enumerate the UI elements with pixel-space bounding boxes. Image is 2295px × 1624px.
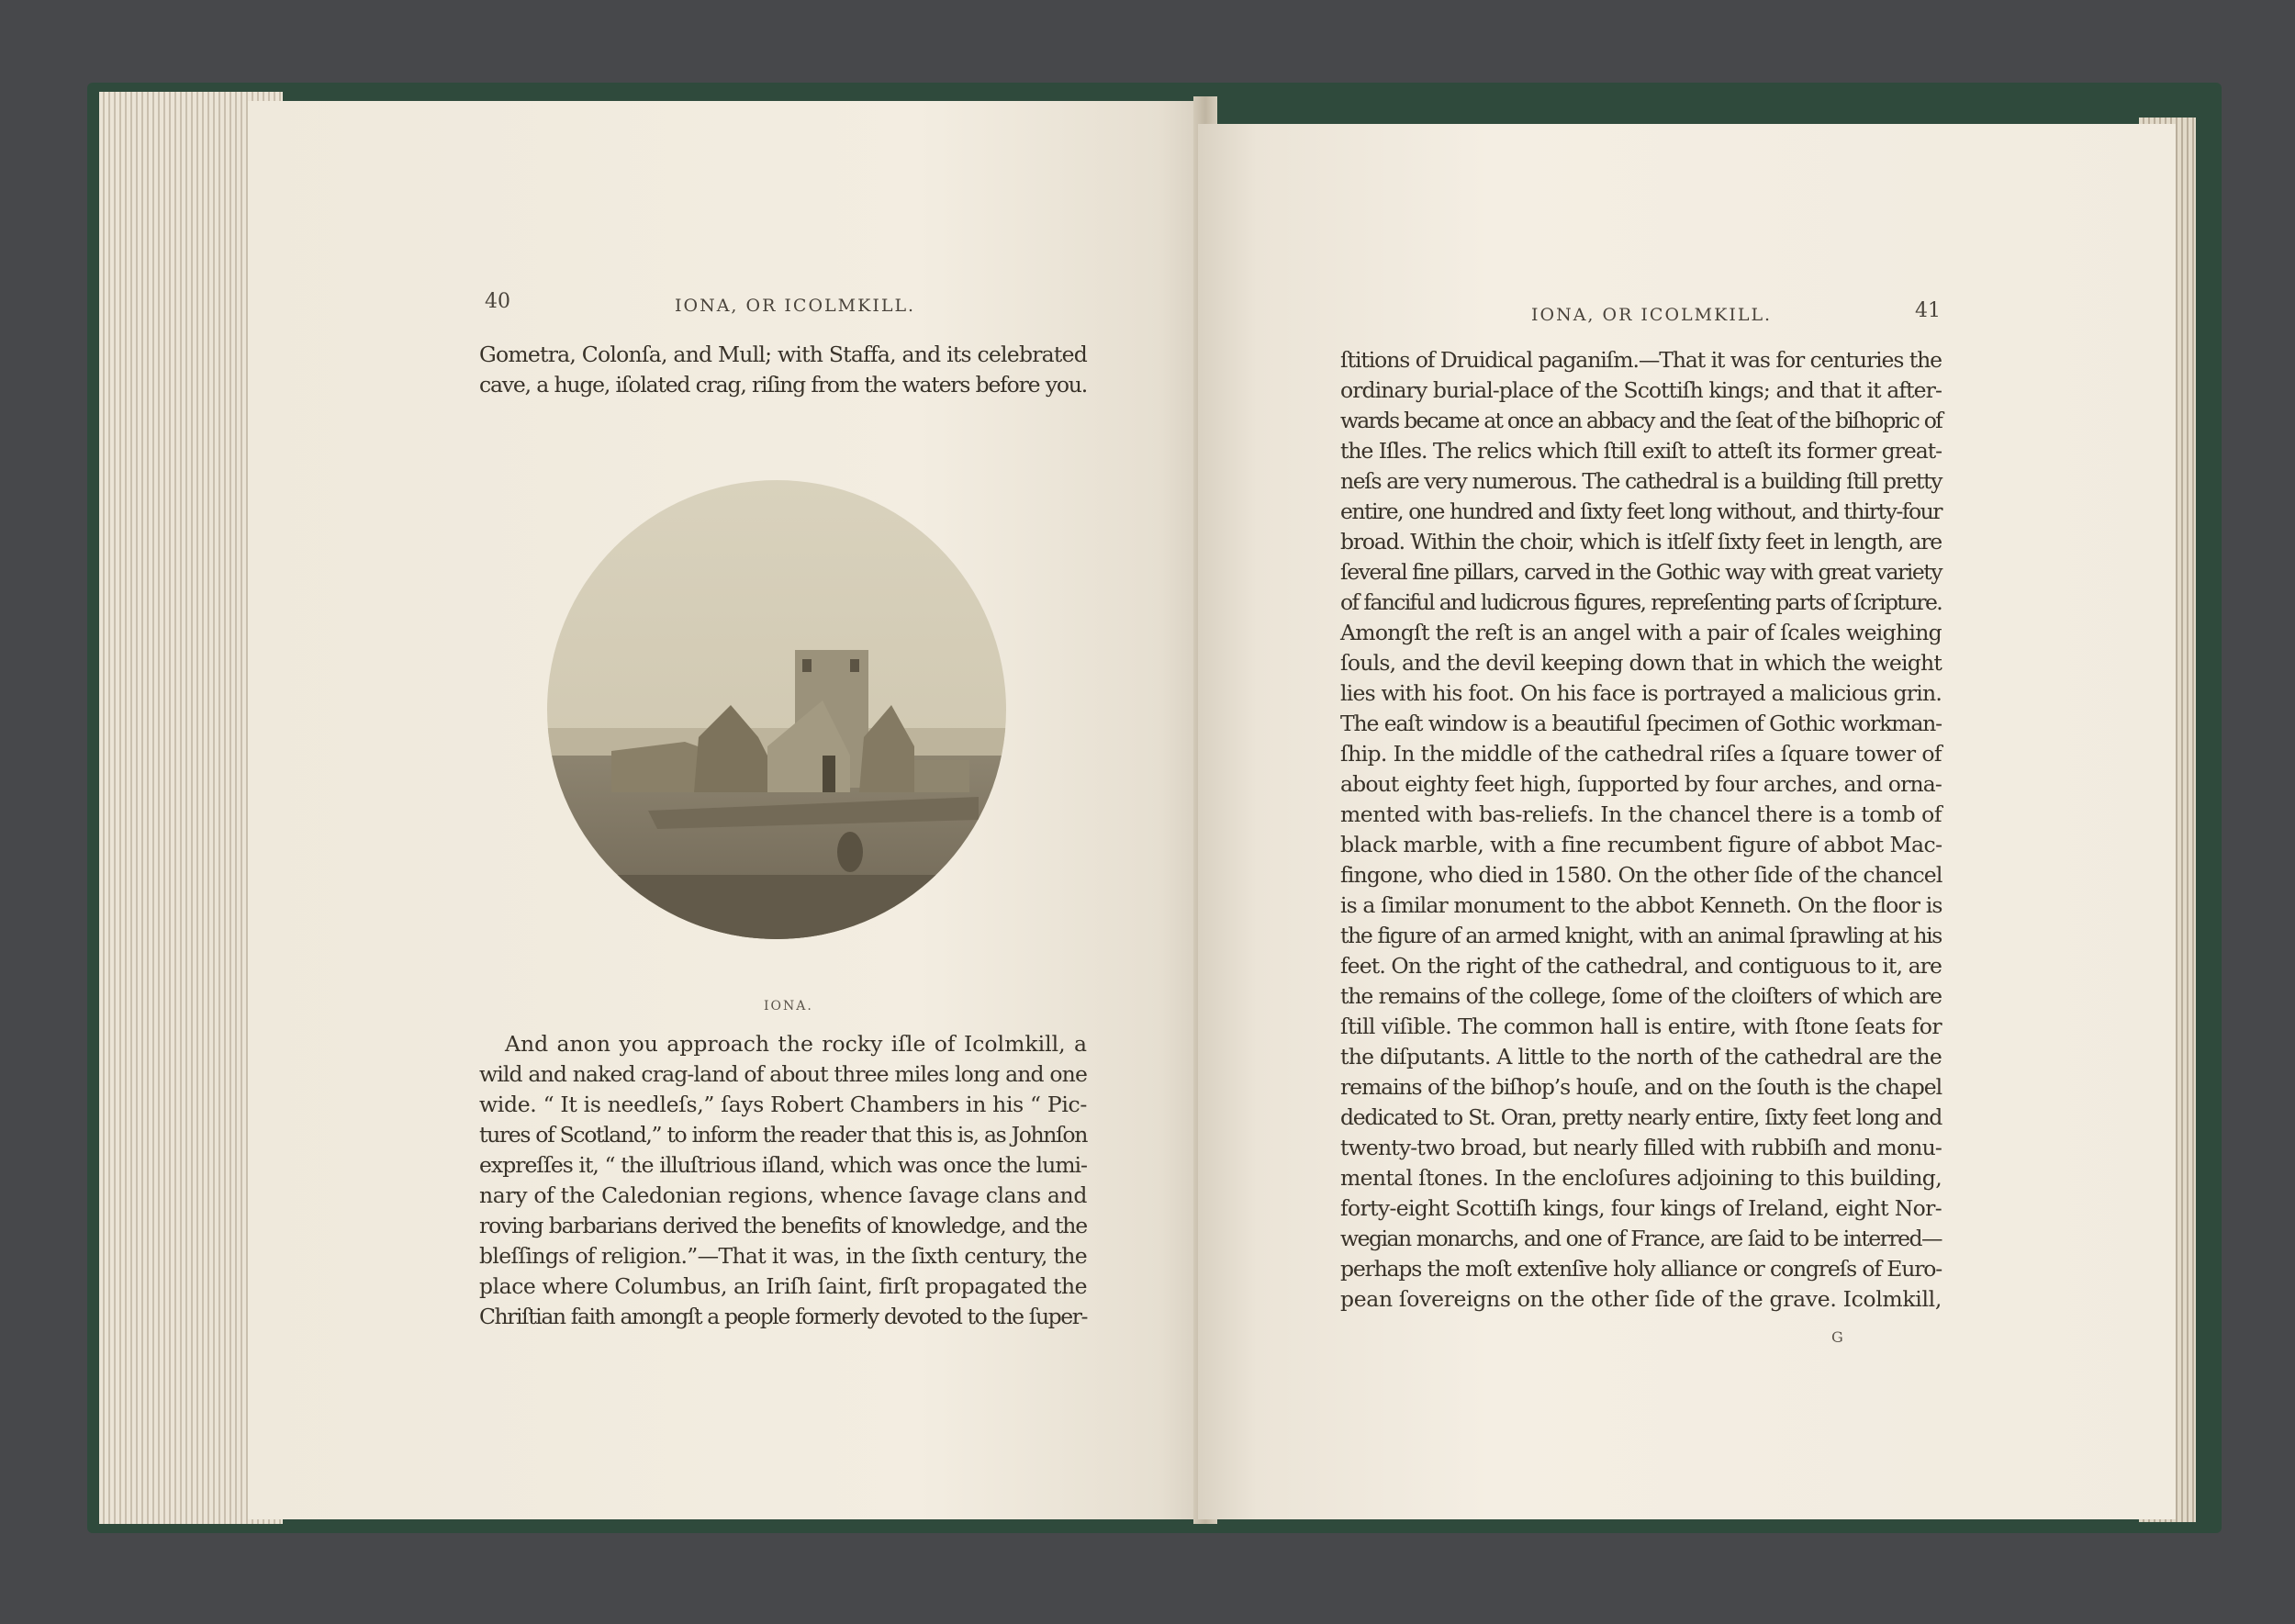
text-line: place where Columbus, an Iriſh ſaint, firſt propagated the — [479, 1273, 1088, 1299]
text-line: the diſputants. A little to the north of the cathedral are the — [1340, 1044, 1942, 1070]
text-line: ordinary burial-place of the Scottiſh kings; and that it after- — [1340, 377, 1942, 403]
text-line: cave, a huge, iſolated crag, riſing from the waters before you. — [479, 372, 1087, 398]
text-line: pean ſovereigns on the other ſide of the grave. Icolmkill, — [1340, 1286, 1942, 1312]
text-line: mental ſtones. In the encloſures adjoining to this building, — [1340, 1165, 1942, 1191]
text-line: tures of Scotland,” to inform the reader that this is, as Johnſon — [479, 1122, 1087, 1148]
text-line: The eaſt window is a beautiful ſpecimen of Gothic workman- — [1340, 711, 1942, 736]
text-line: feet. On the right of the cathedral, and contiguous to it, are — [1340, 953, 1942, 979]
text-line: Chriſtian faith amongſt a people formerly devoted to the ſuper- — [479, 1304, 1087, 1329]
text-line: bleſſings of religion.”—That it was, in the ſixth century, the — [479, 1243, 1087, 1269]
text-line: wild and naked crag-land of about three miles long and one — [479, 1061, 1087, 1087]
text-line: And anon you approach the rocky iſle of Icolmkill, a — [505, 1031, 1087, 1057]
text-line: remains of the biſhop’s houſe, and on the ſouth is the chapel — [1340, 1074, 1942, 1100]
text-line: neſs are very numerous. The cathedral is a building ſtill pretty — [1340, 468, 1942, 494]
text-line: dedicated to St. Oran, pretty nearly entire, ſixty feet long and — [1340, 1104, 1942, 1130]
text-line: entire, one hundred and ſixty feet long without, and thirty-four — [1340, 498, 1942, 524]
text-line: wide. “ It is needleſs,” ſays Robert Chambers in his “ Pic- — [479, 1092, 1087, 1117]
text-line: mented with bas-reliefs. In the chancel there is a tomb of — [1340, 801, 1942, 827]
text-line: ſeveral fine pillars, carved in the Gothic way with great variety — [1340, 559, 1942, 585]
text-line: ſhip. In the middle of the cathedral riſes a ſquare tower of — [1340, 741, 1942, 767]
text-line: the figure of an armed knight, with an animal ſprawling at his — [1340, 923, 1942, 948]
text-line: wegian monarchs, and one of France, are ſaid to be interred— — [1340, 1226, 1942, 1251]
left-running-head: IONA, OR ICOLMKILL. — [675, 296, 916, 316]
text-line: Amongſt the reſt is an angel with a pair of ſcales weighing — [1340, 620, 1942, 645]
text-line: twenty-two broad, but nearly filled with rubbiſh and monu- — [1340, 1135, 1942, 1160]
text-line: perhaps the moſt extenſive holy alliance or congreſs of Euro- — [1340, 1256, 1942, 1282]
text-line: black marble, with a fine recumbent figure of abbot Mac- — [1340, 832, 1942, 857]
iona-abbey-photograph — [547, 480, 1006, 939]
signature-mark: G — [1831, 1328, 1843, 1346]
right-page-number: 41 — [1915, 299, 1941, 322]
text-line: forty-eight Scottiſh kings, four kings of Ireland, eight Nor- — [1340, 1195, 1942, 1221]
text-line: wards became at once an abbacy and the ſeat of the biſhopric of — [1340, 408, 1942, 433]
text-line: lies with his foot. On his face is portrayed a malicious grin. — [1340, 680, 1942, 706]
left-page-number: 40 — [485, 290, 510, 313]
abbey-photo-image — [547, 480, 1006, 939]
left-body-text — [479, 1029, 1087, 1332]
text-line: about eighty feet high, ſupported by four arches, and orna- — [1340, 771, 1942, 797]
text-line: of fanciful and ludicrous figures, repreſenting parts of ſcripture. — [1340, 589, 1942, 615]
text-line: the Iſles. The relics which ſtill exiſt to atteſt its former great- — [1340, 438, 1942, 464]
text-line: ſtitions of Druidical paganiſm.—That it was for centuries the — [1340, 347, 1942, 373]
left-top-text — [479, 340, 1087, 400]
text-line: broad. Within the choir, which is itſelf ſixty feet in length, are — [1340, 529, 1942, 554]
text-line: Gometra, Colonſa, and Mull; with Staffa, and its celebrated — [479, 342, 1087, 367]
text-line: expreſſes it, “ the illuſtrious iſland, which was once the lumi- — [479, 1152, 1087, 1178]
text-line: roving barbarians derived the benefits of knowledge, and the — [479, 1213, 1087, 1238]
text-line: ſtill viſible. The common hall is entire, with ſtone ſeats for — [1340, 1014, 1942, 1039]
right-body-text — [1340, 345, 1942, 1315]
text-line: is a ſimilar monument to the abbot Kenneth. On the floor is — [1340, 892, 1942, 918]
text-line: fingone, who died in 1580. On the other ſide of the chancel — [1340, 862, 1942, 888]
text-line: nary of the Caledonian regions, whence ſavage clans and — [479, 1182, 1087, 1208]
illustration-caption: IONA. — [764, 999, 813, 1014]
text-line: ſouls, and the devil keeping down that in which the weight — [1340, 650, 1942, 676]
text-line: the remains of the college, ſome of the cloiſters of which are — [1340, 983, 1942, 1009]
right-running-head: IONA, OR ICOLMKILL. — [1531, 305, 1773, 325]
